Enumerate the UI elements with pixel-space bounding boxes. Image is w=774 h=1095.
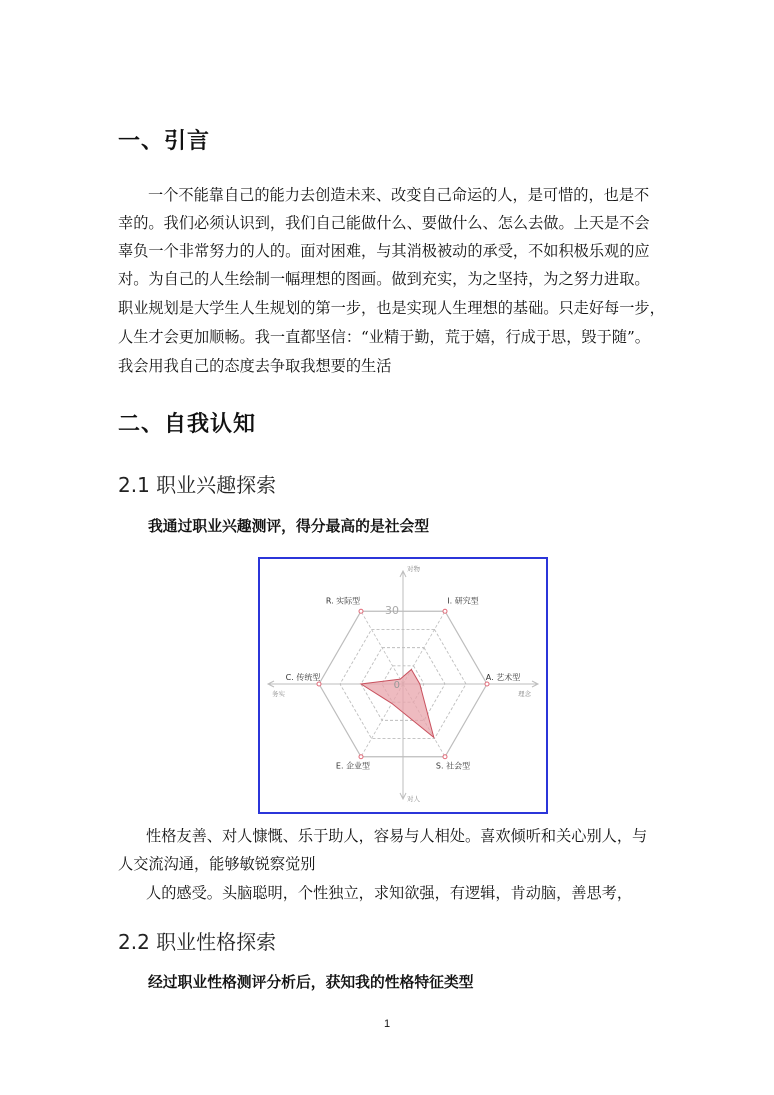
axis-label: I. 研究型 [447, 596, 479, 606]
vertex-dot [443, 755, 447, 759]
paragraph-line: 人的感受。头脑聪明，个性独立，求知欲强，有逻辑，肯动脑，善思考， [146, 884, 632, 902]
paragraph-line: 对。为自己的人生绘制一幅理想的图画。做到充实，为之坚持，为之努力进取。 [118, 270, 650, 288]
axis-label: A. 艺术型 [485, 673, 521, 682]
section-heading-self: 二、自我认知 [118, 412, 257, 437]
radar-chart-frame [258, 557, 548, 814]
orientation-label: 对物 [407, 565, 420, 573]
axis-label: E. 企业型 [335, 761, 371, 771]
vertex-dot [359, 609, 363, 613]
section-heading-intro: 一、引言 [118, 129, 211, 154]
axis-label: R. 实际型 [325, 596, 361, 606]
tick-label: 30 [385, 604, 399, 617]
paragraph-line: 性格友善、对人慷慨、乐于助人，容易与人相处。喜欢倾听和关心别人，与 [146, 827, 648, 845]
vertex-dot [359, 755, 363, 759]
axis-label: C. 传统型 [285, 673, 321, 682]
paragraph-line: 我会用我自己的态度去争取我想要的生活 [118, 357, 392, 375]
radar-chart [260, 559, 546, 812]
tick-label: 0 [393, 680, 400, 691]
vertex-dot [443, 609, 447, 613]
bold-statement: 我通过职业兴趣测评，得分最高的是社会型 [148, 518, 430, 535]
paragraph-line: 一个不能靠自己的能力去创造未来、改变自己命运的人，是可惜的，也是不 [148, 186, 650, 204]
vertex-dot [317, 682, 321, 686]
subsection-heading-interest: 2.1 职业兴趣探索 [118, 473, 277, 497]
bold-statement: 经过职业性格测评分析后，获知我的性格特征类型 [148, 974, 474, 991]
subsection-heading-personality: 2.2 职业性格探索 [118, 930, 277, 954]
vertex-dot [485, 682, 489, 686]
orientation-label: 对人 [407, 795, 420, 803]
orientation-label: 务实 [272, 690, 285, 698]
paragraph-line: 职业规划是大学生人生规划的第一步，也是实现人生理想的基础。只走好每一步， [118, 299, 665, 317]
page-number: 1 [384, 1018, 391, 1030]
paragraph-line: 辜负一个非常努力的人的。面对困难，与其消极被动的承受，不如积极乐观的应 [118, 242, 650, 260]
orientation-label: 理念 [518, 690, 531, 698]
paragraph-line: 人交流沟通，能够敏锐察觉别 [118, 855, 316, 873]
paragraph-line: 幸的。我们必须认识到，我们自己能做什么、要做什么、怎么去做。上天是不会 [118, 214, 650, 232]
axis-label: S. 社会型 [435, 761, 471, 771]
paragraph-line: 人生才会更加顺畅。我一直都坚信：“业精于勤，荒于嬉，行成于思，毁于随”。 [118, 328, 650, 346]
